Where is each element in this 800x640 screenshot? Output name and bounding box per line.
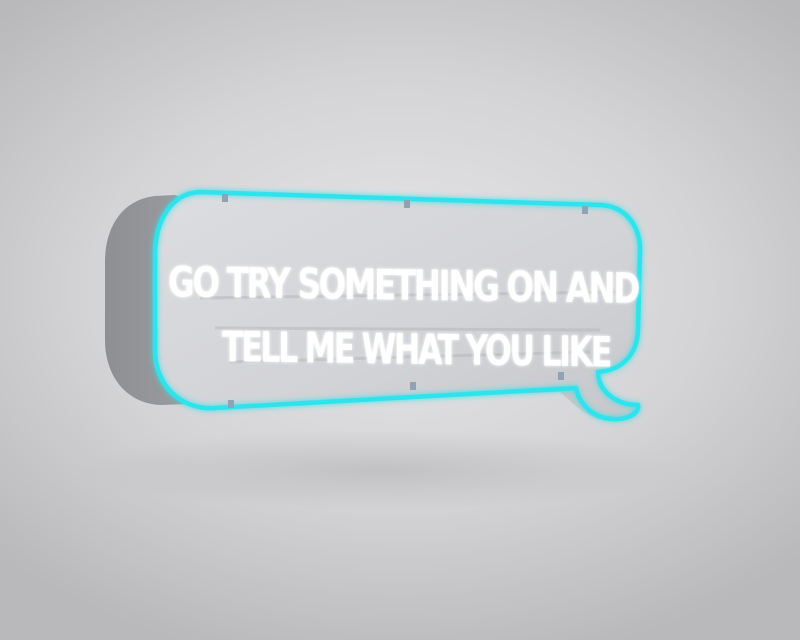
clip	[404, 200, 410, 208]
sign-text-line1: GO TRY SOMETHING ON AND	[168, 257, 776, 315]
clip	[228, 400, 234, 408]
clip	[582, 206, 588, 214]
sign-text-line2: TELL ME WHAT YOU LIKE	[222, 322, 741, 379]
clip	[222, 194, 228, 202]
clip	[410, 382, 416, 390]
sign-shadow	[80, 430, 680, 510]
